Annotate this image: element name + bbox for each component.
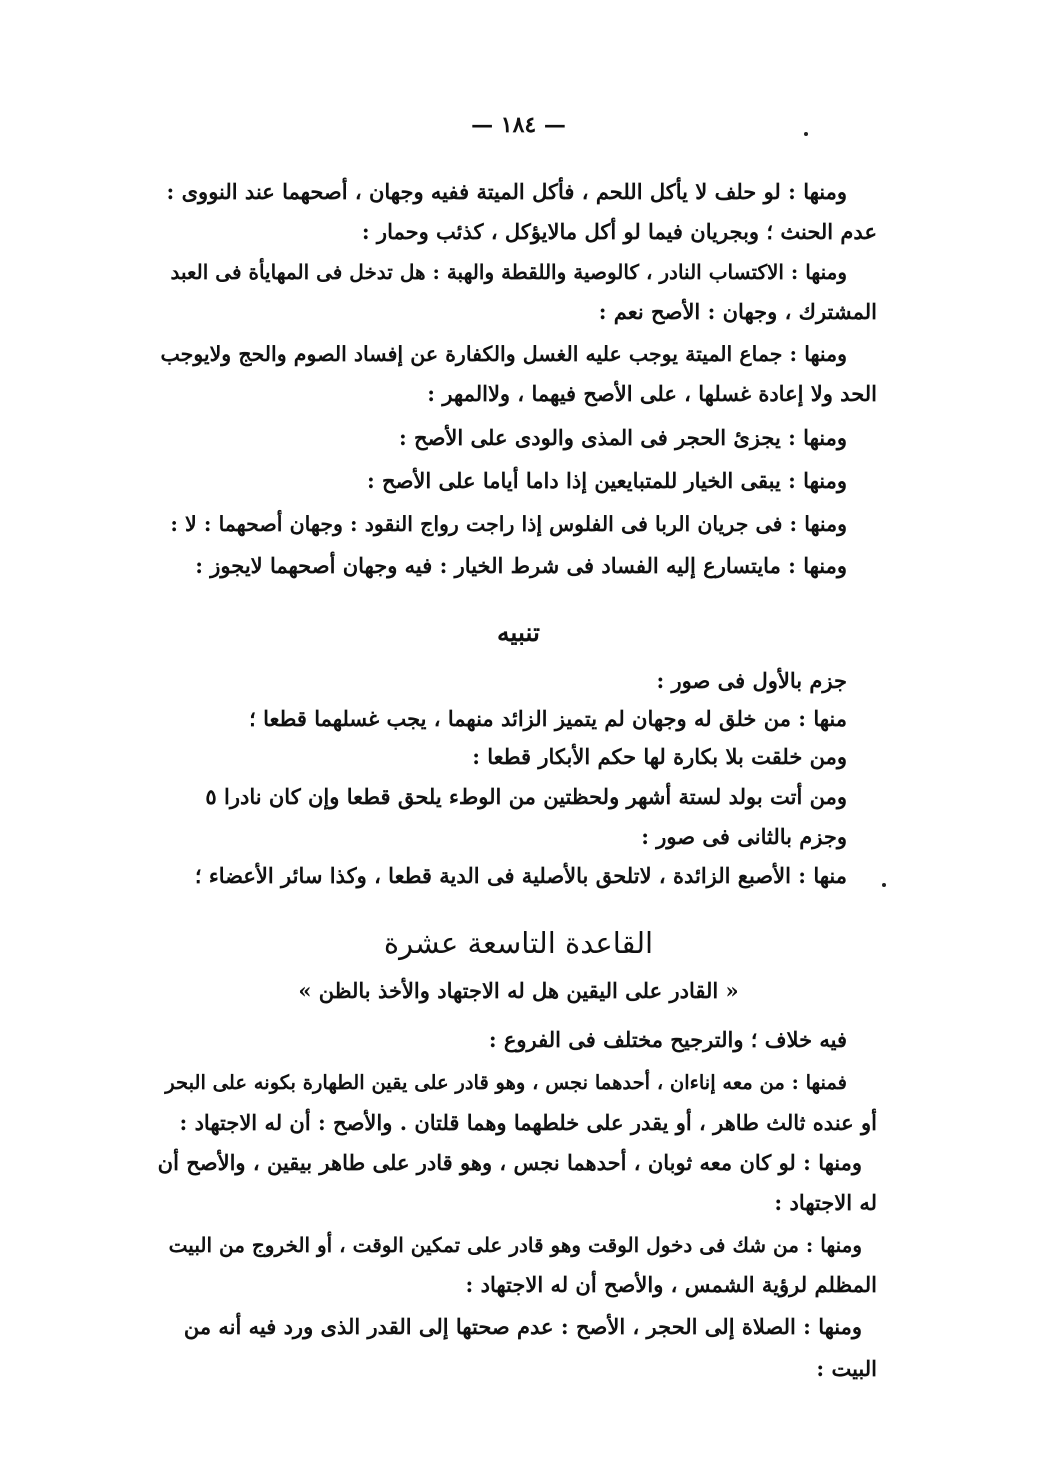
text-line: المشترك ، وجهان : الأصح نعم :: [598, 299, 877, 324]
text-line: ومنها : لو كان معه ثوبان ، أحدهما نجس ، وهو قادر على طاهر بيقين ، والأصح أن: [157, 1150, 862, 1175]
text-line: له الاجتهاد :: [774, 1190, 877, 1215]
text-line: ومنها : الصلاة إلى الحجر ، الأصح : عدم صحتها إلى القدر الذى ورد فيه أنه من: [183, 1314, 862, 1339]
text-line: أو عنده ثالث طاهر ، أو يقدر على خلطهما وهما قلتان . والأصح : أن له الاجتهاد :: [179, 1110, 877, 1135]
text-line: ومن خلقت بلا بكارة لها حكم الأبكار قطعا :: [472, 744, 847, 769]
text-line: منها : الأصبع الزائدة ، لاتلحق بالأصلية فى الدية قطعا ، وكذا سائر الأعضاء ؛: [194, 863, 847, 888]
text-line: المظلم لرؤية الشمس ، والأصح أن له الاجتهاد :: [465, 1272, 877, 1297]
text-line: ومنها : يجزئ الحجر فى المذى والودى على الأصح :: [398, 425, 847, 450]
text-line: البيت :: [816, 1356, 877, 1381]
text-line: ومنها : يبقى الخيار للمتبايعين إذا داما أياما على الأصح :: [366, 468, 847, 493]
rule-subtitle: « القادر على اليقين هل له الاجتهاد والأخذ بالظن »: [298, 978, 739, 1003]
ink-speck: [882, 883, 886, 887]
text-line: ومن أتت بولد لستة أشهر ولحظتين من الوطء يلحق قطعا وإن كان نادرا ٥: [205, 784, 847, 809]
text-line: جزم بالأول فى صور :: [656, 668, 847, 693]
text-line: ومنها : لو حلف لا يأكل اللحم ، فأكل الميتة ففيه وجهان ، أصحهما عند النووى :: [166, 179, 847, 204]
text-line: ومنها : فى جريان الربا فى الفلوس إذا راجت رواج النقود : وجهان أصحهما : لا :: [170, 512, 847, 536]
text-line: ومنها : مايتسارع إليه الفساد فى شرط الخيار : فيه وجهان أصحهما لايجوز :: [195, 553, 847, 578]
text-line: منها : من خلق له وجهان لم يتميز الزائد منهما ، يجب غسلهما قطعا ؛: [249, 706, 847, 731]
text-line: عدم الحنث ؛ وبجريان فيما لو أكل مالايؤكل ، كذئب وحمار :: [361, 219, 877, 244]
rule-heading: القاعدة التاسعة عشرة: [383, 926, 654, 960]
text-line: ومنها : من شك فى دخول الوقت وهو قادر على تمكين الوقت ، أو الخروج من البيت: [168, 1233, 862, 1257]
text-line: وجزم بالثانى فى صور :: [641, 824, 847, 849]
text-line: الحد ولا إعادة غسلها ، على الأصح فيهما ، ولاالمهر :: [427, 381, 877, 406]
text-line: ومنها : جماع الميتة يوجب عليه الغسل والكفارة عن إفساد الصوم والحج ولايوجب: [160, 342, 847, 366]
page-number: — ١٨٤ —: [471, 112, 566, 138]
section-heading-tanbih: تنبيه: [497, 618, 540, 647]
text-line: فمنها : من معه إناءان ، أحدهما نجس ، وهو قادر على يقين الطهارة بكونه على البحر: [165, 1071, 847, 1094]
text-line: فيه خلاف ؛ والترجيح مختلف فى الفروع :: [488, 1027, 847, 1052]
text-line: ومنها : الاكتساب النادر ، كالوصية واللقطة والهبة : هل تدخل فى المهايأة فى العبد: [170, 260, 847, 284]
